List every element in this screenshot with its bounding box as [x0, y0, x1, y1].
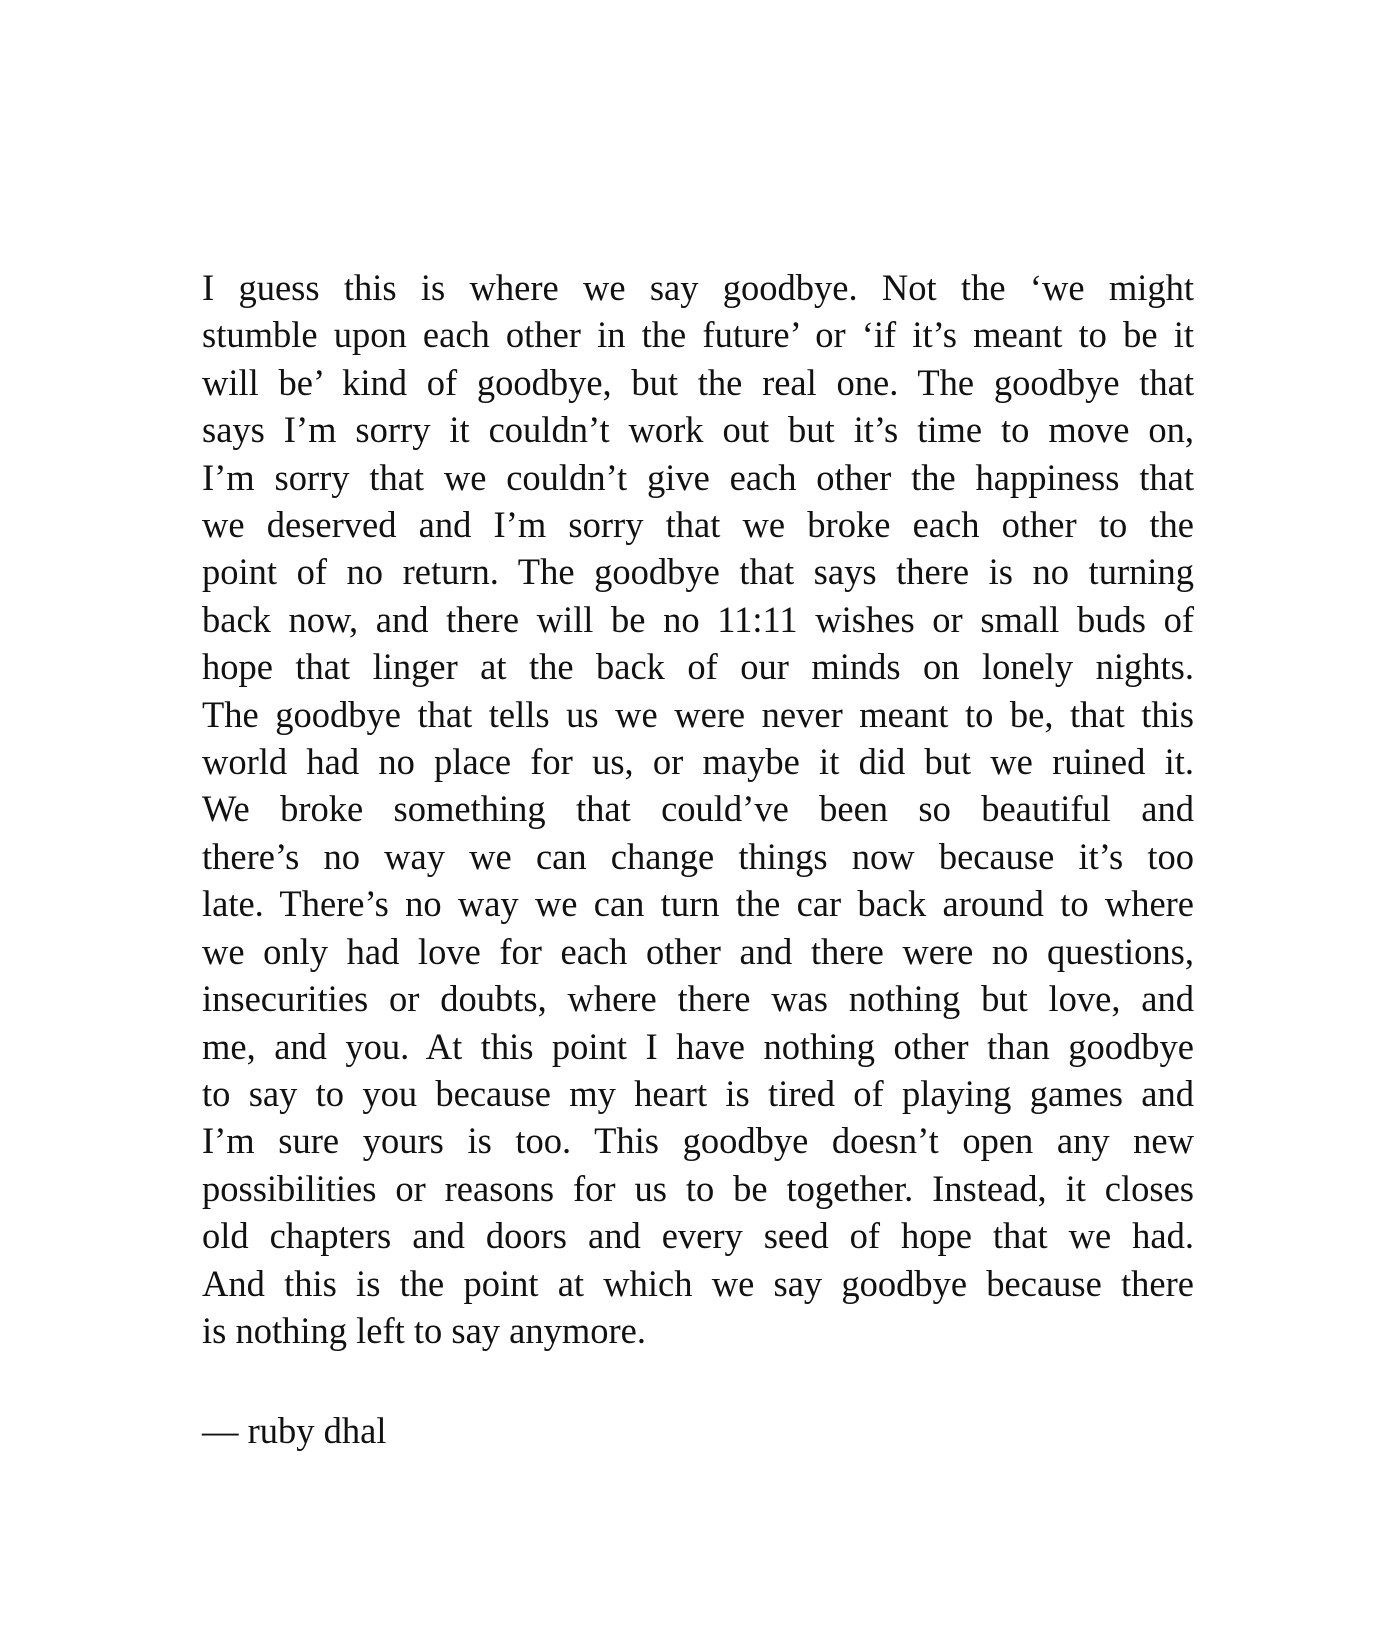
poem-text	[202, 264, 1194, 1354]
poem-line-13: there’s no way we can change things now because it’s too	[202, 835, 1194, 877]
poem-line-11: world had no place for us, or maybe it did but we ruined it.	[202, 741, 1194, 783]
poem-line-17: me, and you. At this point I have nothing other than goodbye	[202, 1025, 1194, 1067]
poem-line-14: late. There’s no way we can turn the car back around to where	[202, 883, 1194, 925]
poem-line-7: point of no return. The goodbye that says there is no turning	[202, 551, 1194, 593]
poem-line-2: stumble upon each other in the future’ or ‘if it’s meant to be it	[202, 314, 1194, 356]
poem-line-19: I’m sure yours is too. This goodbye doesn’t open any new	[202, 1120, 1194, 1162]
poem-line-23: is nothing left to say anymore.	[202, 1309, 647, 1351]
poem-line-22: And this is the point at which we say goodbye because there	[202, 1262, 1194, 1304]
poem-line-5: I’m sorry that we couldn’t give each other the happiness that	[202, 456, 1194, 498]
poem-line-9: hope that linger at the back of our minds on lonely nights.	[202, 646, 1194, 688]
poem-line-21: old chapters and doors and every seed of hope that we had.	[202, 1215, 1194, 1257]
poem-line-15: we only had love for each other and there were no questions,	[202, 930, 1194, 972]
poem-line-3: will be’ kind of goodbye, but the real one. The goodbye that	[202, 361, 1194, 403]
poem-line-6: we deserved and I’m sorry that we broke each other to the	[202, 504, 1194, 546]
poem-line-8: back now, and there will be no 11:11 wishes or small buds of	[202, 598, 1194, 640]
poem-line-12: We broke something that could’ve been so beautiful and	[202, 788, 1194, 830]
poem-line-1: I guess this is where we say goodbye. Not the ‘we might	[202, 267, 1194, 308]
poem-line-16: insecurities or doubts, where there was nothing but love, and	[202, 978, 1194, 1020]
poem-line-10: The goodbye that tells us we were never meant to be, that this	[202, 693, 1194, 735]
poem-line-18: to say to you because my heart is tired of playing games and	[202, 1072, 1194, 1114]
poem-line-20: possibilities or reasons for us to be together. Instead, it closes	[202, 1167, 1194, 1209]
author-signature: — ruby dhal	[202, 1410, 387, 1451]
poem-line-4: says I’m sorry it couldn’t work out but it’s time to move on,	[202, 409, 1194, 451]
